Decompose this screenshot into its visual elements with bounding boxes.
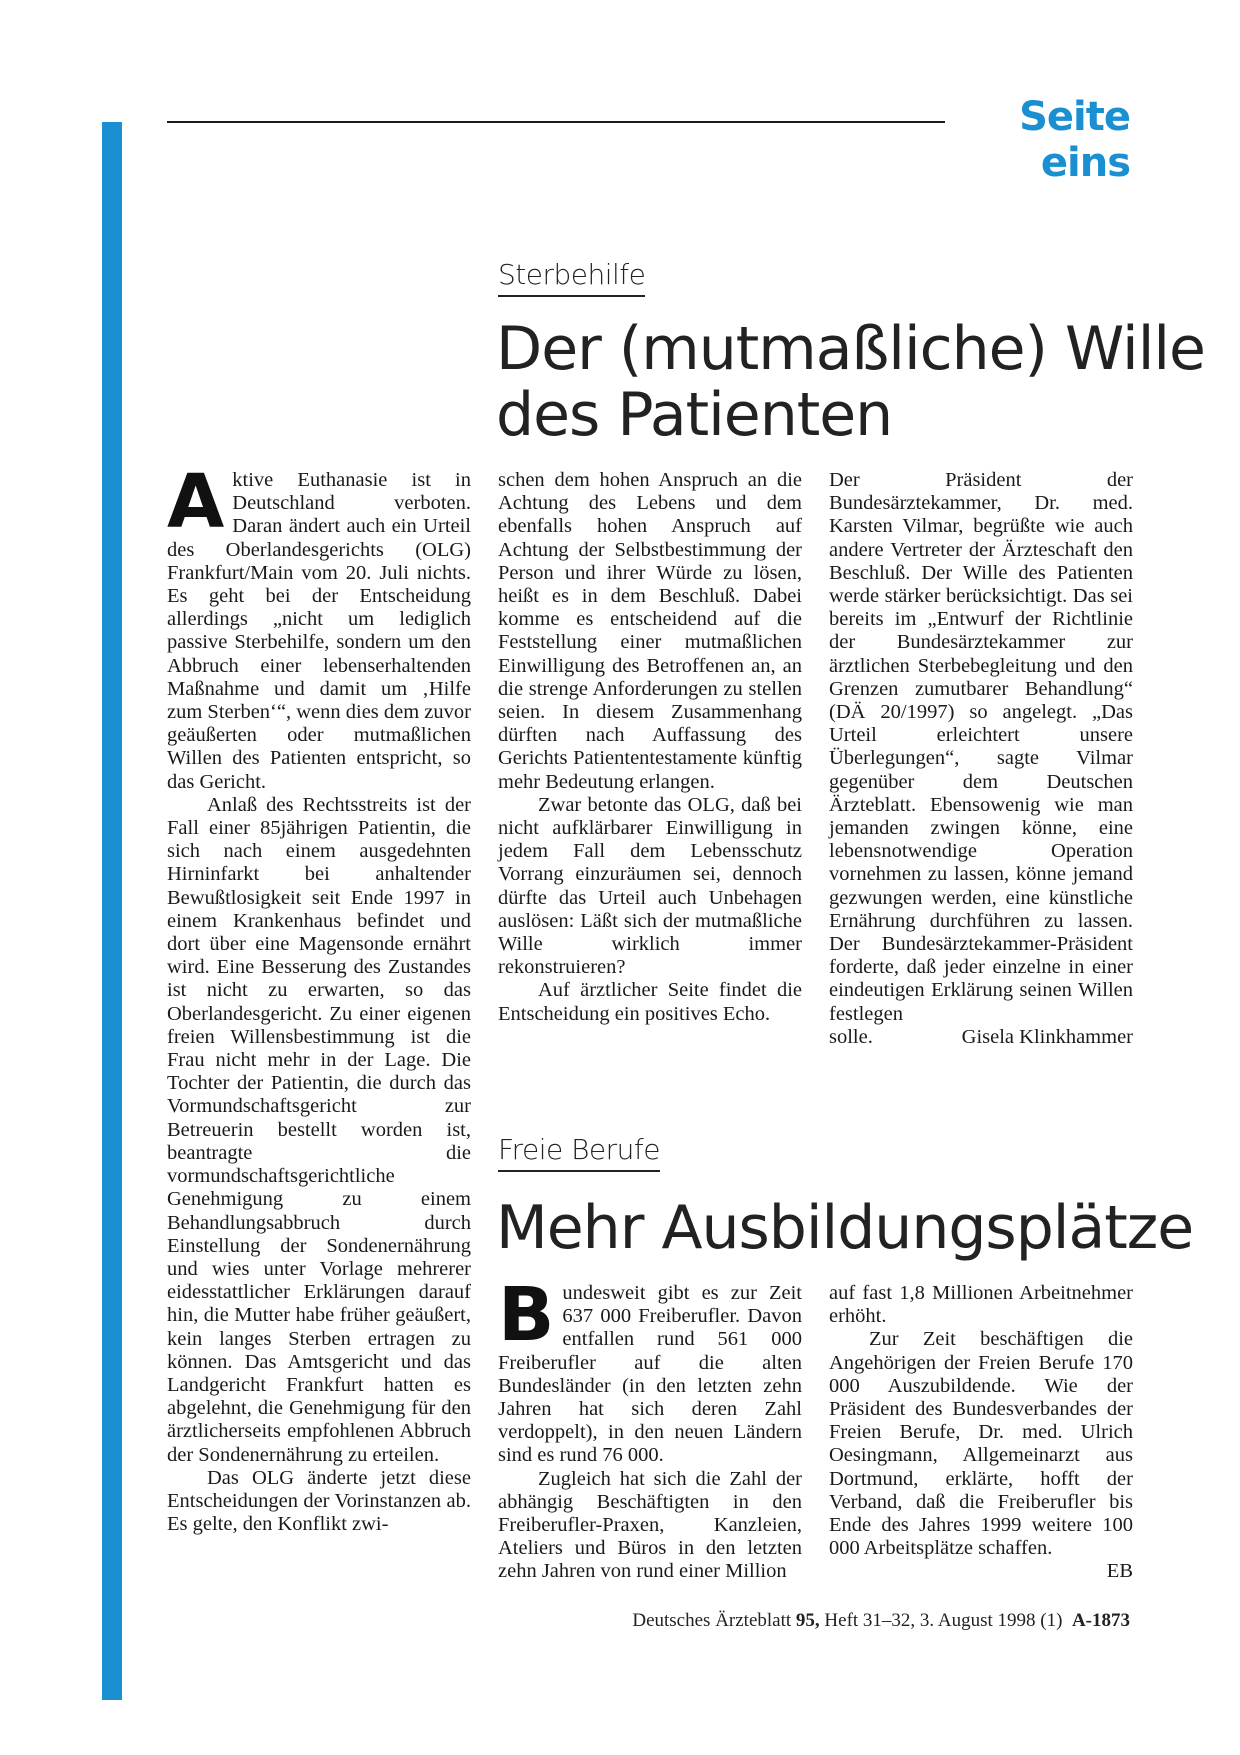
article1-column-1 [167, 459, 471, 1536]
article2-paragraph [498, 1272, 802, 1468]
article1-paragraph [167, 459, 471, 794]
article1-last-word: solle. [829, 1025, 873, 1048]
article1-author: Gisela Klinkhammer [961, 1025, 1133, 1048]
section-title: Seite eins [1019, 94, 1130, 186]
article2-column-1 [498, 1272, 802, 1584]
accent-side-bar [102, 122, 122, 1700]
article1-signature-line [829, 1026, 1133, 1049]
footer-volume: 95, [795, 1610, 820, 1631]
article1-kicker: Sterbehilfe [498, 258, 645, 297]
article1-text: ktive Euthanasie ist in Deutschland verboten. Daran ändert auch ein Urteil des Oberlandesgerichts (OLG) Frankfurt/Main vom 20. Juli nichts. Es geht bei der Entscheidung allerdings „nicht um lediglich passive Sterbehilfe, sondern um den Abbruch einer lebenserhaltenden Maßnahme und damit um ‚Hilfe zum Sterben‘“, wenn dies dem zuvor geäußerten oder mutmaßlichen Willen des Patienten entspricht, so das Gericht. [167, 469, 471, 793]
article2-paragraph: auf fast 1,8 Millionen Arbeitnehmer erhöht. [829, 1282, 1133, 1328]
article2-column-2 [829, 1282, 1133, 1584]
footer-page-number: A-1873 [1071, 1610, 1130, 1631]
article2-headline: Mehr Ausbildungsplätze [496, 1193, 1194, 1263]
article1-headline-line2: des Patienten [496, 380, 893, 450]
article1-headline [496, 316, 1205, 448]
article1-column-3 [829, 469, 1133, 1049]
article1-paragraph: Auf ärztlicher Seite findet die Entscheidung ein positives Echo. [498, 979, 802, 1025]
footer-journal: Deutsches Ärzteblatt [632, 1610, 792, 1631]
article1-paragraph: Der Präsident der Bundesärztekammer, Dr. med. Karsten Vilmar, begrüßte wie auch andere Vertreter der Ärzteschaft den Beschluß. Der Wille des Patienten werde stärker berücksichtigt. Das sei bereits im „Entwurf der Richtlinie der Bundesärztekammer zur ärztlichen Sterbebegleitung und den Grenzen zumutbarer Behandlung“ (DÄ 20/1997) so angelegt. „Das Urteil erleichtert unsere Überlegungen“, sagte Vilmar gegenüber dem Deutschen Ärzteblatt. Ebensowenig wie man jemanden zwingen könne, eine lebensnotwendige Operation vornehmen zu lassen, könne jemand gezwungen werden, eine künstliche Ernährung durchführen zu lassen. Der Bundesärztekammer-Präsident forderte, daß jeder einzelne in einer eindeutigen Erklärung seinen Willen festlegen [829, 469, 1133, 1025]
article2-text: undesweit gibt es zur Zeit 637 000 Freiberufler. Davon entfallen rund 561 000 Freiberufler auf die alten Bundesländer (in den letzten zehn Jahren hat sich deren Zahl verdoppelt), in den neuen Ländern sind es rund 76 000. [498, 1282, 802, 1467]
article1-paragraph: Zwar betonte das OLG, daß bei nicht aufklärbarer Einwilligung in jedem Fall dem Lebensschutz Vorrang einzuräumen sei, dennoch dürfte das Urteil auch Unbehagen auslösen: Läßt sich der mutmaßliche Wille wirklich immer rekonstruieren? [498, 793, 802, 979]
dropcap: A [167, 459, 225, 545]
article1-paragraph: Das OLG änderte jetzt diese Entscheidungen der Vorinstanzen ab. Es gelte, den Konflikt zwi- [167, 1466, 471, 1536]
article2-paragraph: Zur Zeit beschäftigen die Angehörigen der Freien Berufe 170 000 Auszubildende. Wie der Präsident des Bundesverbandes der Freien Berufe, Dr. med. Ulrich Oesingmann, Allgemeinarzt aus Dortmund, erklärte, hofft der Verband, daß die Freiberufler bis Ende des Jahres 1999 weitere 100 000 Arbeitsplätze schaffen. [829, 1328, 1133, 1560]
header-rule [167, 121, 945, 123]
dropcap: B [498, 1272, 555, 1358]
article2-paragraph: Zugleich hat sich die Zahl der abhängig Beschäftigten in den Freiberufler-Praxen, Kanzleien, Ateliers und Büros in den letzten zehn Jahren von rund einer Million [498, 1467, 802, 1583]
article1-paragraph: Anlaß des Rechtsstreits ist der Fall einer 85jährigen Patientin, die sich nach einem ausgedehnten Hirninfarkt bei anhaltender Bewußtlosigkeit seit Ende 1997 in einem Krankenhaus befindet und dort über eine Magensonde ernährt wird. Eine Besserung des Zustandes ist nicht zu erwarten, so das Oberlandesgericht. Zu einer eigenen freien Willensbestimmung ist die Frau nicht mehr in der Lage. Die Tochter der Patientin, die durch das Vormundschaftsgericht zur Betreuerin bestellt worden ist, beantragte die vormundschaftsgerichtliche Genehmigung zu einem Behandlungsabbruch durch Einstellung der Sondenernährung und wies unter Vorlage mehrerer eidesstattlicher Erklärungen darauf hin, die Mutter habe früher geäußert, kein langes Sterben ertragen zu können. Das Amtsgericht und das Landgericht Frankfurt hatten es abgelehnt, die Genehmigung für den ärztlicherseits empfohlenen Abbruch der Sondenernährung zu erteilen. [167, 793, 471, 1466]
page-footer [500, 1610, 1130, 1632]
article1-paragraph: schen dem hohen Anspruch an die Achtung des Lebens und dem ebenfalls hohen Anspruch auf Achtung der Selbstbestimmung der Person und ihrer Würde zu lösen, heißt es in dem Beschluß. Dabei komme es entscheidend auf die Feststellung einer mutmaßlichen Einwilligung des Betroffenen an, an die strenge Anforderungen zu stellen seien. In diesem Zusammenhang dürften nach Auffassung des Gerichts Patiententestamente künftig mehr Bedeutung erlangen. [498, 469, 802, 793]
article2-author: EB [1106, 1560, 1133, 1583]
article2-kicker: Freie Berufe [498, 1133, 660, 1172]
article1-column-2 [498, 469, 802, 1026]
footer-issue: Heft 31–32, 3. August 1998 (1) [824, 1610, 1063, 1631]
article1-headline-line1: Der (mutmaßliche) Wille [496, 314, 1205, 384]
